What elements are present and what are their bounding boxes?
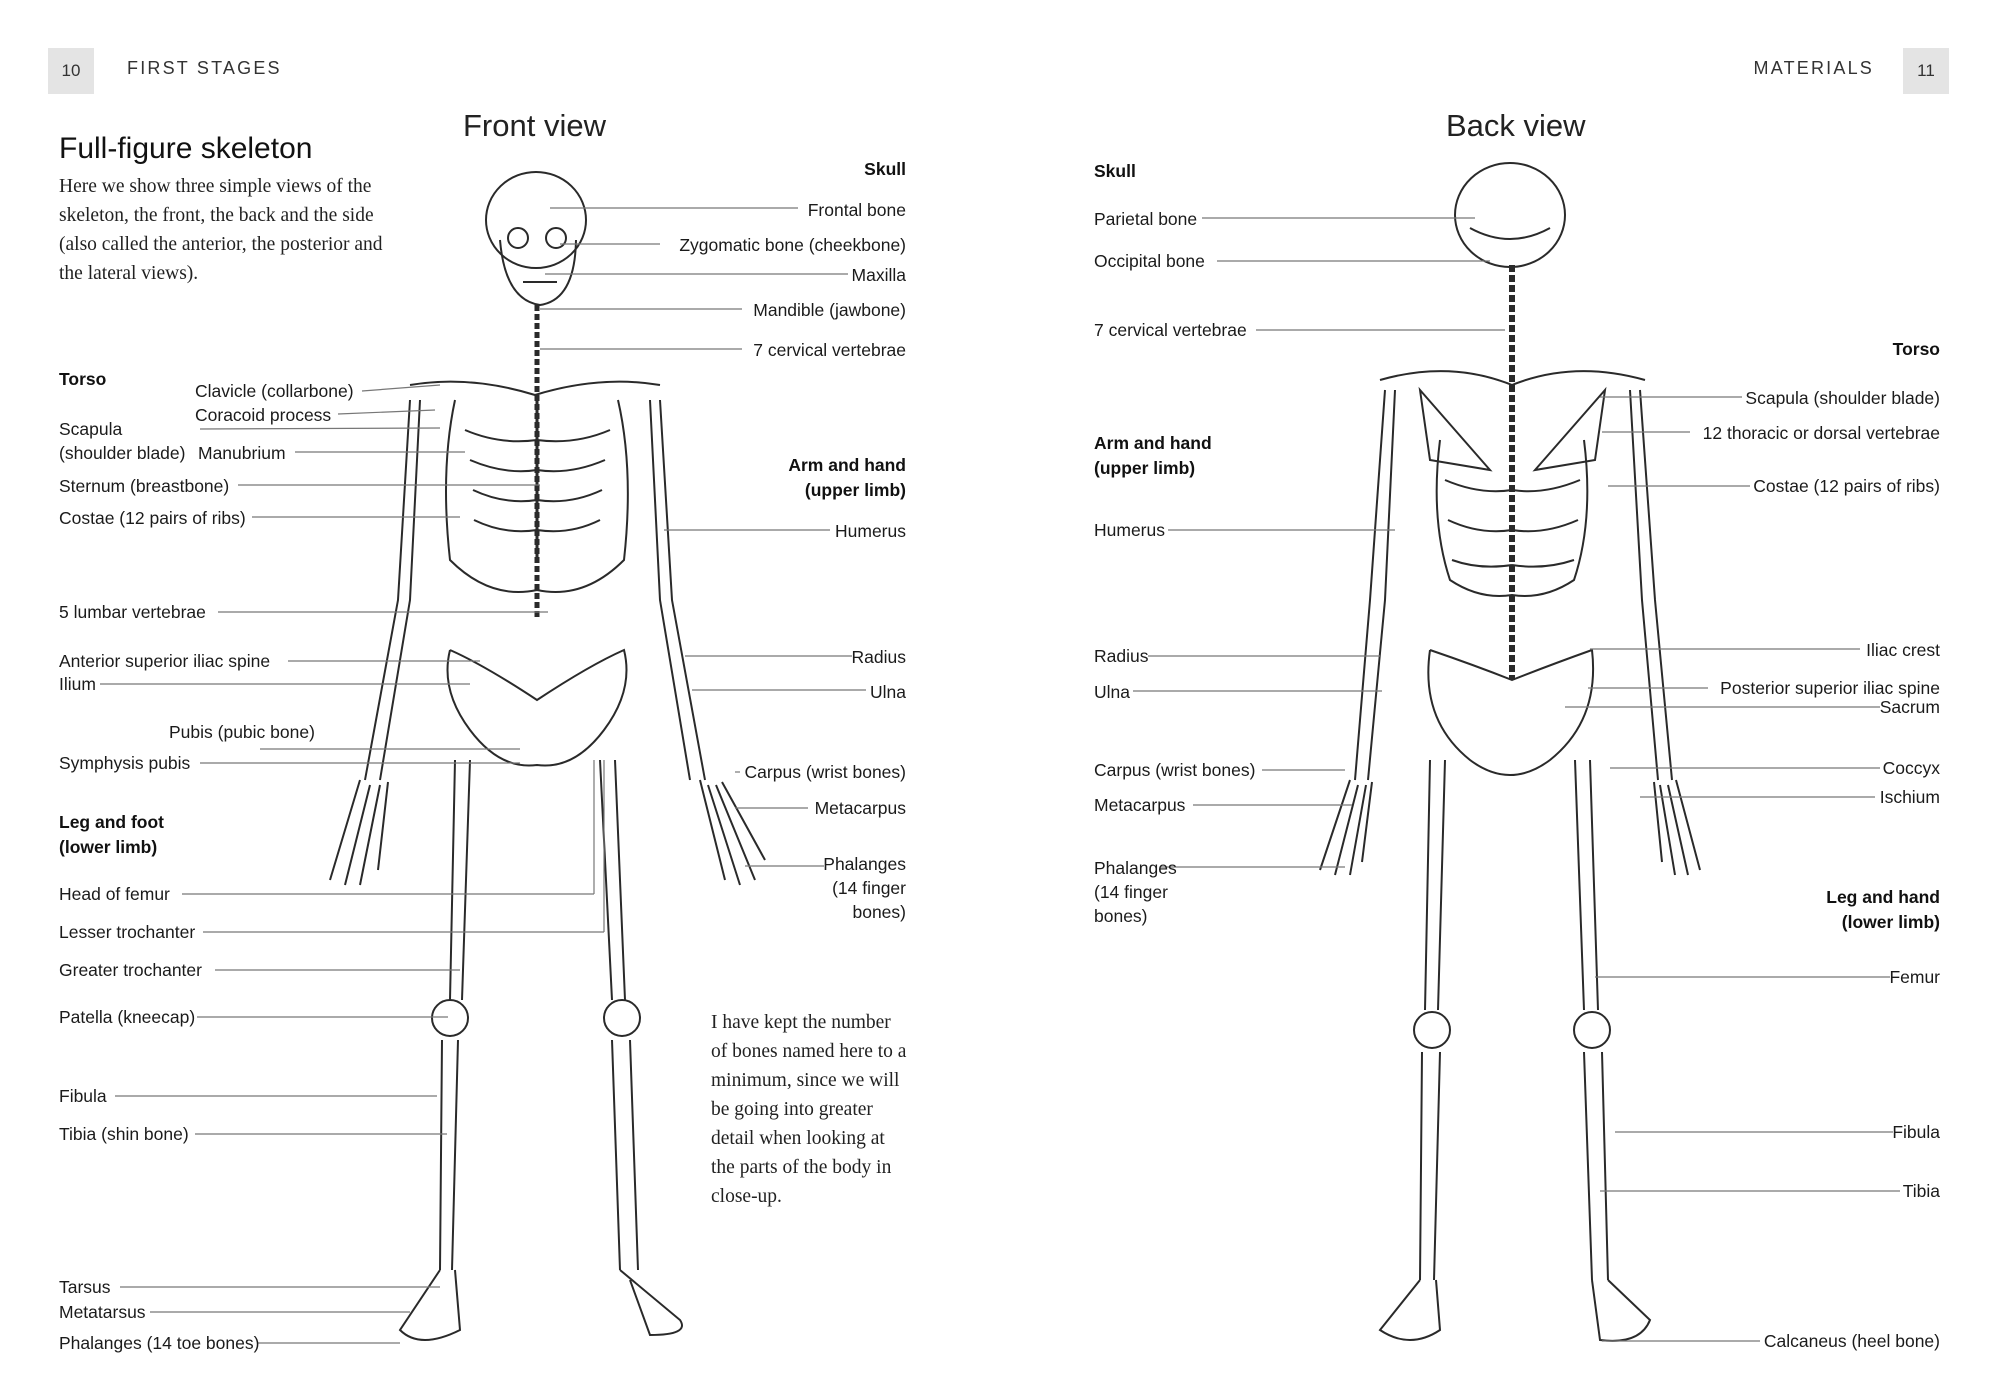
label-maxilla: Maxilla	[851, 265, 906, 285]
label-femur: Femur	[1889, 967, 1940, 987]
back-right-leader-lines	[1565, 397, 1900, 1341]
label-tarsus: Tarsus	[59, 1277, 111, 1297]
label-back-costae: Costae (12 pairs of ribs)	[1753, 476, 1940, 496]
label-front-scapula: Scapula (shoulder blade)	[59, 419, 186, 463]
label-calcaneus: Calcaneus (heel bone)	[1763, 1331, 1940, 1351]
back-arm-heading: Arm and hand (upper limb)	[1094, 433, 1212, 478]
label-front-costae: Costae (12 pairs of ribs)	[59, 508, 246, 528]
label-back-fibula: Fibula	[1892, 1122, 1940, 1142]
label-sternum: Sternum (breastbone)	[59, 476, 230, 496]
front-arm-heading: Arm and hand (upper limb)	[788, 455, 906, 500]
label-front-carpus: Carpus (wrist bones)	[744, 762, 906, 782]
page-heading: Full-figure skeleton	[59, 132, 313, 165]
label-toe-phalanges: Phalanges (14 toe bones)	[59, 1333, 260, 1353]
label-pubis: Pubis (pubic bone)	[169, 722, 315, 742]
label-back-scapula: Scapula (shoulder blade)	[1745, 388, 1940, 408]
label-frontal-bone: Frontal bone	[807, 200, 906, 220]
front-view-title: Front view	[463, 108, 606, 143]
left-page-number: 10	[48, 48, 94, 94]
label-metatarsus: Metatarsus	[59, 1302, 146, 1322]
label-tibia-shin-bone: Tibia (shin bone)	[59, 1124, 189, 1144]
label-front-ulna: Ulna	[870, 682, 906, 702]
label-back-radius: Radius	[1094, 646, 1149, 666]
label-sacrum: Sacrum	[1879, 697, 1940, 717]
label-occipital-bone: Occipital bone	[1094, 251, 1205, 271]
back-view-title: Back view	[1446, 108, 1586, 143]
back-torso-heading: Torso	[1892, 339, 1940, 359]
label-symphysis-pubis: Symphysis pubis	[59, 753, 191, 773]
left-running-title: FIRST STAGES	[127, 58, 282, 78]
label-back-metacarpus: Metacarpus	[1094, 795, 1186, 815]
front-skeleton-illustration	[330, 172, 765, 1340]
label-front-radius: Radius	[851, 647, 906, 667]
label-front-phalanges-finger: Phalanges (14 finger bones)	[823, 854, 906, 922]
label-thoracic-vertebrae: 12 thoracic or dorsal vertebrae	[1702, 423, 1940, 443]
label-head-of-femur: Head of femur	[59, 884, 170, 904]
label-front-cervical-vertebrae: 7 cervical vertebrae	[753, 340, 906, 360]
label-greater-trochanter: Greater trochanter	[59, 960, 202, 980]
label-anterior-superior-iliac-spine: Anterior superior iliac spine	[59, 651, 271, 671]
front-leg-heading: Leg and foot (lower limb)	[59, 812, 164, 857]
label-back-carpus: Carpus (wrist bones)	[1094, 760, 1256, 780]
label-mandible: Mandible (jawbone)	[753, 300, 906, 320]
label-coccyx: Coccyx	[1882, 758, 1940, 778]
label-front-humerus: Humerus	[835, 521, 906, 541]
label-clavicle: Clavicle (collarbone)	[195, 381, 354, 401]
side-note: I have kept the number of bones named here to a minimum, since we will be going into greater detail when looking at the parts of the body in close-up.	[711, 1012, 907, 1207]
label-coracoid-process: Coracoid process	[195, 405, 332, 425]
label-back-ulna: Ulna	[1094, 682, 1130, 702]
right-running-title: MATERIALS	[1753, 58, 1874, 78]
label-front-metacarpus: Metacarpus	[814, 798, 906, 818]
label-iliac-crest: Iliac crest	[1866, 640, 1940, 660]
back-skeleton-illustration	[1320, 163, 1700, 1341]
label-back-cervical-vertebrae: 7 cervical vertebrae	[1094, 320, 1247, 340]
label-parietal-bone: Parietal bone	[1094, 209, 1198, 229]
intro-paragraph: Here we show three simple views of the skeleton, the front, the back and the side (also called the anterior, the posterior and the lateral views).	[59, 176, 383, 284]
back-leg-heading: Leg and hand (lower limb)	[1826, 887, 1940, 932]
label-back-phalanges-finger: Phalanges (14 finger bones)	[1094, 858, 1177, 926]
label-posterior-superior-iliac-spine: Posterior superior iliac spine	[1720, 678, 1940, 698]
label-patella: Patella (kneecap)	[59, 1007, 196, 1027]
label-lesser-trochanter: Lesser trochanter	[59, 922, 196, 942]
label-back-tibia: Tibia	[1902, 1181, 1940, 1201]
front-torso-heading: Torso	[59, 369, 107, 389]
front-skull-heading: Skull	[864, 159, 906, 179]
label-zygomatic-bone: Zygomatic bone (cheekbone)	[679, 235, 906, 255]
label-ischium: Ischium	[1879, 787, 1940, 807]
label-lumbar-vertebrae: 5 lumbar vertebrae	[59, 602, 206, 622]
label-front-fibula: Fibula	[59, 1086, 107, 1106]
back-skull-heading: Skull	[1094, 161, 1136, 181]
label-ilium: Ilium	[59, 674, 96, 694]
label-manubrium: Manubrium	[198, 443, 286, 463]
right-page-number: 11	[1903, 48, 1949, 94]
label-back-humerus: Humerus	[1094, 520, 1165, 540]
